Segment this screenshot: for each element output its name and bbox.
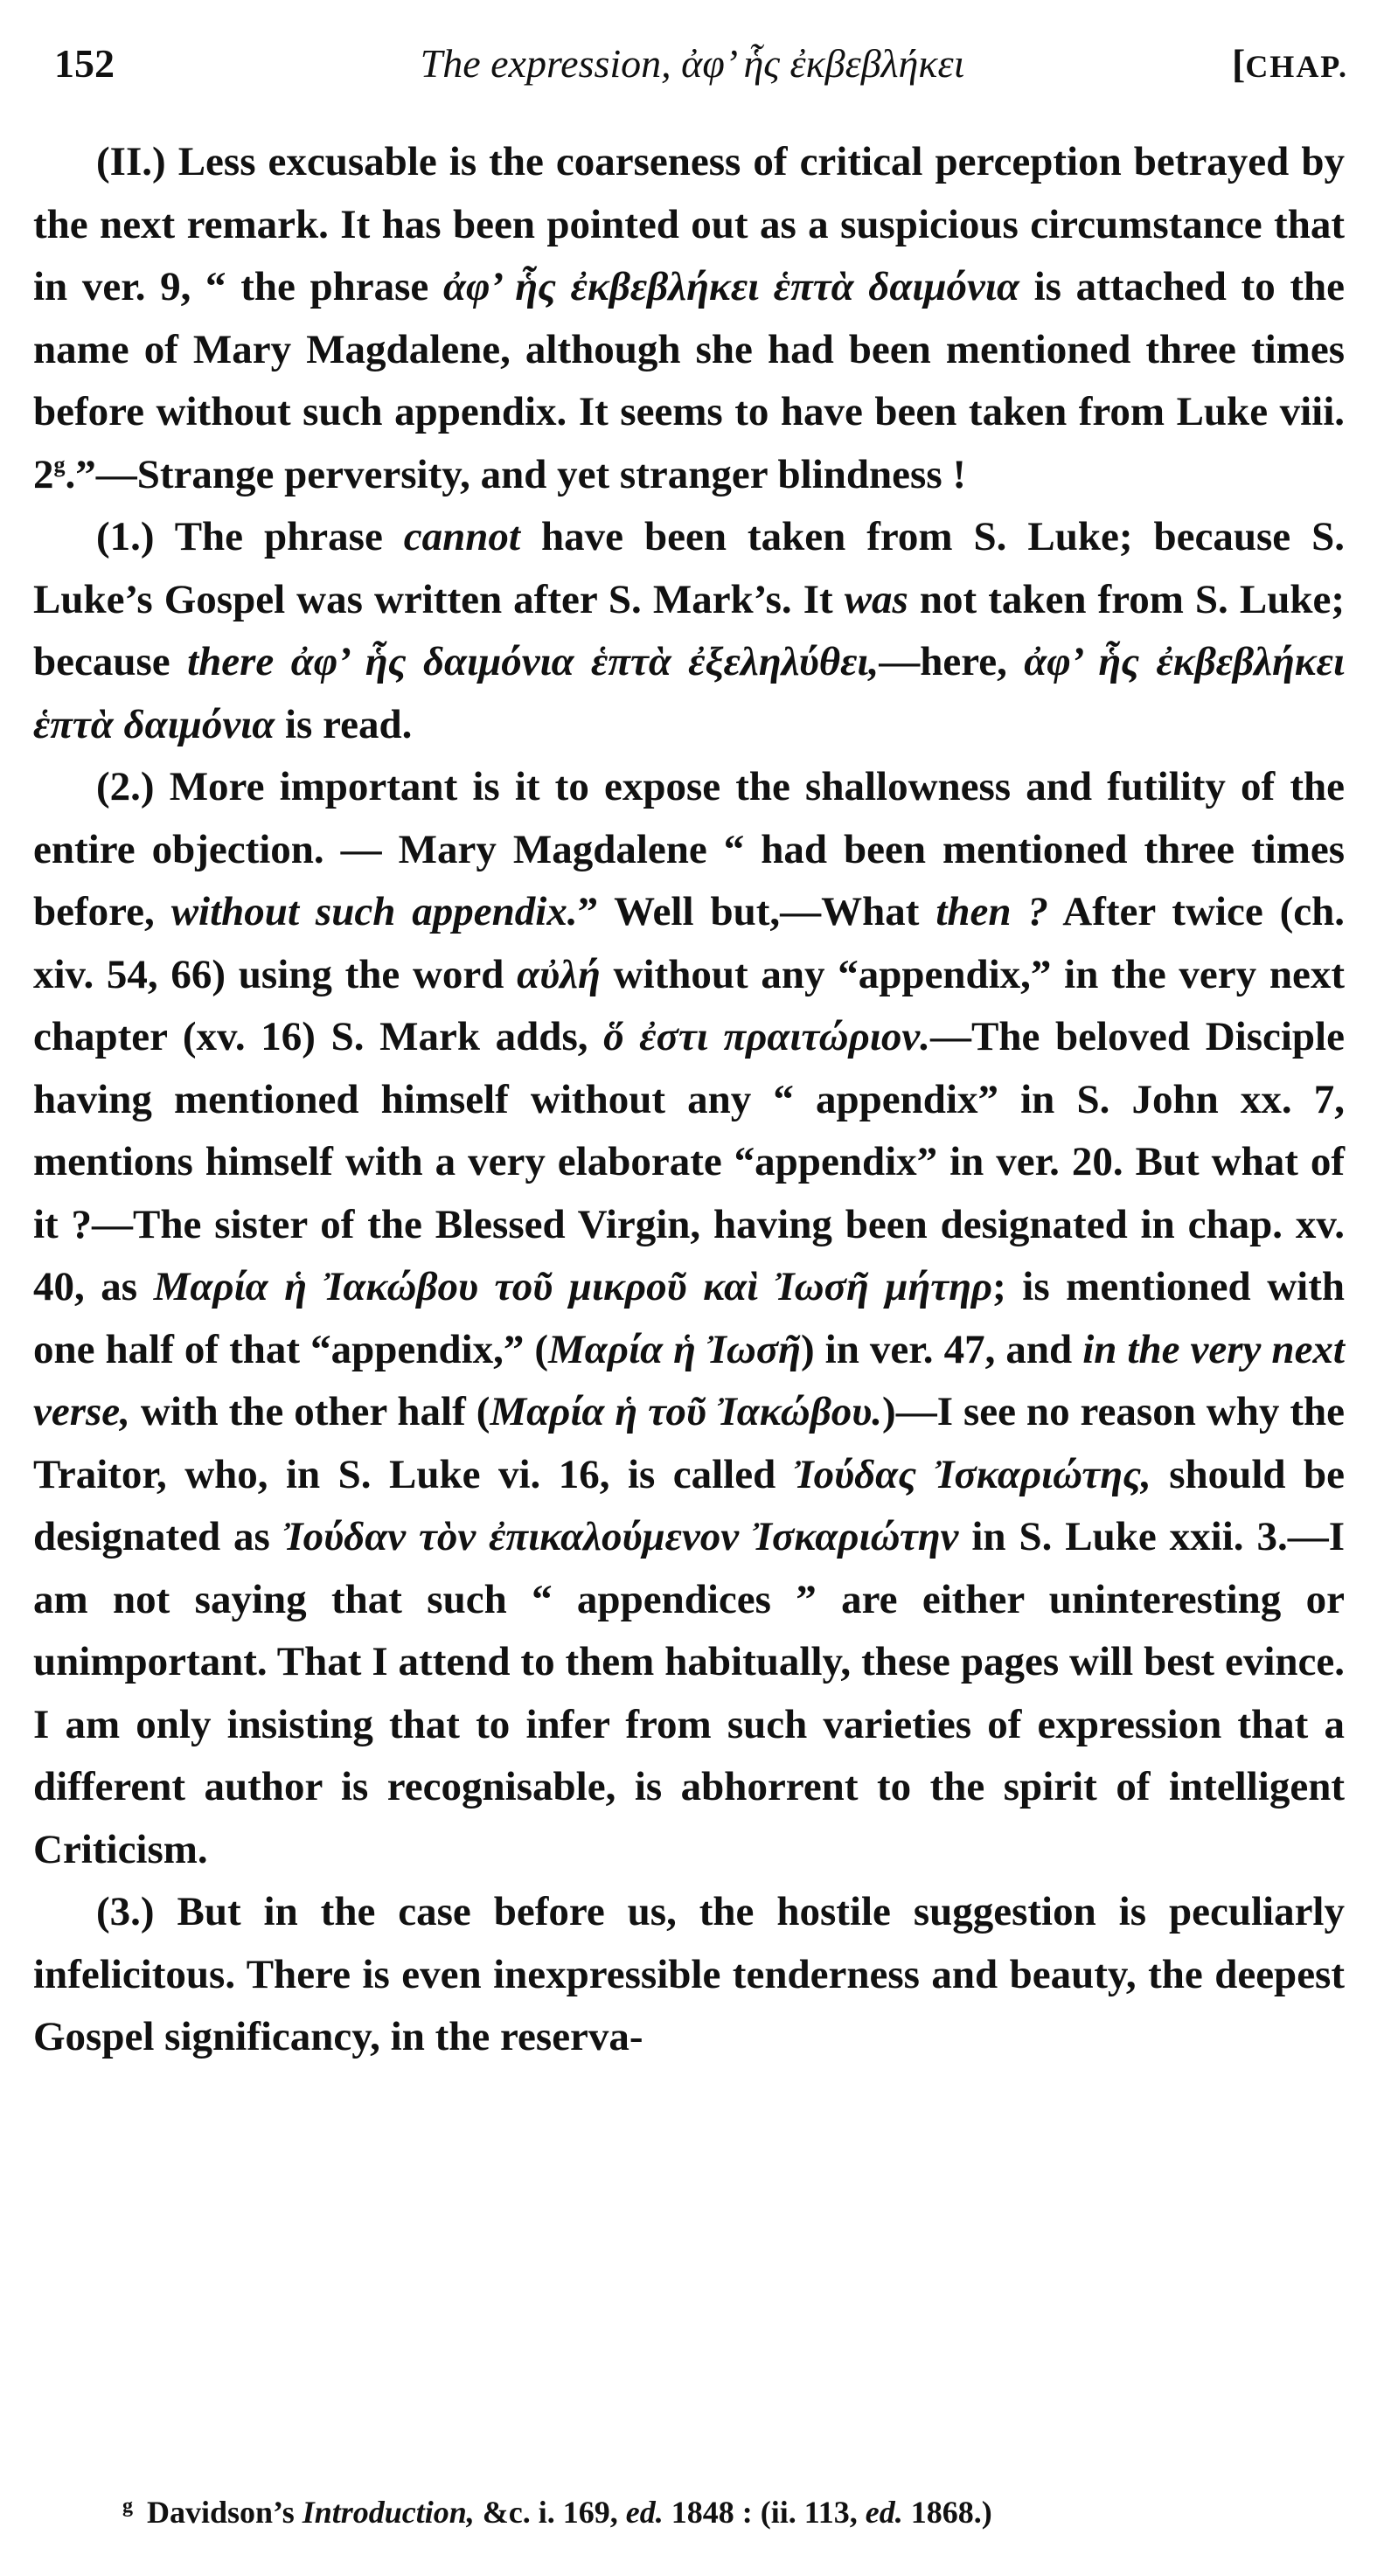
body-text — [33, 131, 1345, 2069]
text-run: —The beloved Disciple having mentioned himself without any “ appendix” in S. John xx. 7, mentions himself with a very elaborate “appendix” in ver. 20. But what of it ?—The sister of the Blessed Virgin, having been designated in chap. xv. 40, as — [33, 1014, 1345, 1309]
text-run: 1848 : (ii. 113, — [663, 2495, 866, 2530]
footnote-reference: g — [53, 451, 66, 477]
text-run: After twice (ch. xiv. 54, 66) using the word — [33, 889, 1345, 997]
text-run: .”—Strange perversity, and yet stranger blindness ! — [65, 451, 967, 497]
paragraph-label: (II.) — [96, 139, 166, 184]
text-run: is attached to the name of Mary Magdalene, although she had been mentioned three times before without such appendix. It seems to have been taken from Luke viii. 2 — [33, 264, 1346, 497]
greek-phrase: Μαρία ἡ Ἰακώβου τοῦ μικροῦ καὶ Ἰωσῆ μήτηρ — [153, 1264, 993, 1309]
paragraph-1 — [33, 506, 1345, 756]
greek-phrase: ἀφ’ ἧς ἐκβεβλήκει ἑπτὰ δαιμόνια — [442, 264, 1019, 309]
text-run: Davidson’s — [147, 2495, 303, 2530]
text-run: is read. — [275, 701, 413, 747]
text-run: &c. i. 169, — [474, 2495, 626, 2530]
emphasis: was — [844, 576, 908, 622]
greek-phrase: Μαρία ἡ Ἰωσῆ — [548, 1326, 801, 1372]
text-run: with the other half ( — [129, 1389, 490, 1434]
emphasis: in the very next verse, — [33, 1326, 1345, 1434]
text-run: in S. Luke xxii. 3.—I am not saying that such “ appendices ” are either uninteresting or unimportant. That I attend to them habitually, these pages will best evince. I am only insisting that to infer from such varieties of expression that a different author is recognisable, is abhorrent to the spirit of intelligent Criticism. — [33, 1514, 1345, 1872]
text-run: More important is it to expose the shallowness and futility of the entire objection. — Mary Magdalene “ had been mentioned three times before, — [33, 764, 1345, 934]
chapter-abbrev: CHAP. — [1245, 49, 1348, 84]
running-title: The expression, ἀφ’ ἧς ἐκβεβλήκει — [420, 41, 965, 86]
text-run: ) in ver. 47, and — [800, 1326, 1083, 1372]
paragraph-label: (3.) — [96, 1889, 155, 1934]
text-run: without any “appendix,” in the very next chapter (xv. 16) S. Mark adds, — [33, 951, 1346, 1059]
text-run: The phrase — [154, 514, 404, 559]
emphasis: cannot — [403, 514, 520, 559]
text-run: Less excusable is the coarseness of critical perception betrayed by the next remark. It has been pointed out as a suspicious circumstance that in ver. 9, “ the phrase — [33, 139, 1345, 309]
book-title: Introduction, — [302, 2495, 475, 2530]
paragraph-label: (2.) — [96, 764, 155, 809]
text-run: —here, — [879, 639, 1025, 684]
paragraph-3 — [33, 1881, 1345, 2069]
greek-phrase: ἀφ’ ἧς ἐκβεβλήκει ἑπτὰ δαιμόνια — [33, 639, 1346, 747]
text-run: )—I see no reason why the Traitor, who, in S. Luke vi. 16, is called — [33, 1389, 1345, 1497]
greek-phrase: Μαρία ἡ τοῦ Ἰακώβου. — [490, 1389, 883, 1434]
page-number: 152 — [54, 41, 115, 86]
emphasis: then ? — [935, 889, 1048, 934]
greek-phrase: Ἰούδαν τὸν ἐπικαλούμενον Ἰσκαριώτην — [282, 1514, 959, 1559]
greek-phrase: ὅ ἐστι πραιτώριον. — [603, 1014, 930, 1059]
chapter-label — [1232, 33, 1348, 97]
emphasis: without such appendix. — [170, 889, 578, 934]
text-run: But in the case before us, the hostile suggestion is peculiarly infelicitous. There is even inexpressible tenderness and beauty, the deepest Gospel significancy, in the reserva- — [33, 1889, 1345, 2059]
greek-phrase: Ἰούδας Ἰσκαριώτης, — [793, 1451, 1151, 1497]
footnote-mark: g — [122, 2495, 133, 2517]
text-run: have been taken from S. Luke; because S. Luke’s Gospel was written after S. Mark’s. It — [33, 514, 1345, 622]
text-run: 1868.) — [902, 2495, 992, 2530]
paragraph-ii — [33, 131, 1345, 506]
text-run: ; is mentioned with one half of that “appendix,” ( — [33, 1264, 1346, 1372]
greek-phrase: αὐλή — [517, 951, 601, 997]
greek-phrase: there ἀφ’ ἧς δαιμόνια ἑπτὰ ἐξεληλύθει, — [187, 639, 880, 684]
running-header — [37, 33, 1348, 94]
chapter-bracket: [ — [1231, 41, 1246, 86]
edition-abbrev: ed. — [625, 2495, 664, 2530]
text-run: not taken from S. Luke; because — [33, 576, 1345, 684]
paragraph-label: (1.) — [96, 514, 155, 559]
paragraph-2 — [33, 756, 1345, 1881]
text-run: ” Well but,—What — [577, 889, 936, 934]
footnote — [122, 2484, 1346, 2534]
edition-abbrev: ed. — [865, 2495, 903, 2530]
text-run: should be designated as — [33, 1451, 1345, 1559]
